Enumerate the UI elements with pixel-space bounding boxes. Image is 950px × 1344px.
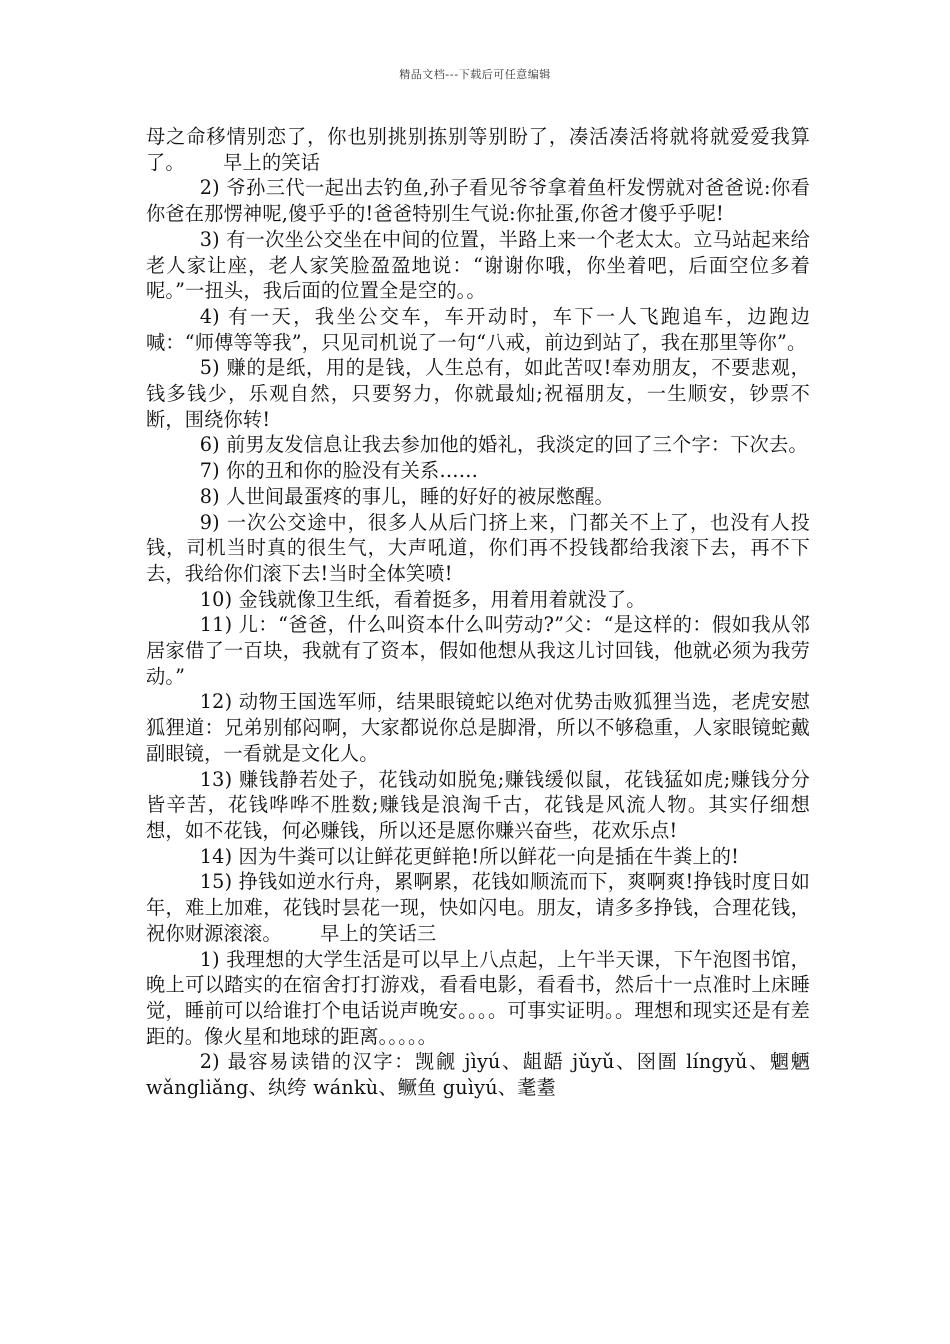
paragraph-15: 1) 我理想的大学生活是可以早上八点起，上午半天课，下午泡图书馆，晚上可以踏实的在宿舍打打游戏，看看电影，看看书，然后十一点准时上床睡觉，睡前可以给谁打个电话说声晚安。。。。可事实证明。。理想和现实还是有差距的。像火星和地球的距离。。。。。 [146, 947, 810, 1048]
paragraph-6: 7) 你的丑和你的脸没有关系…… [199, 459, 479, 483]
page-header: 精品文档---下载后可任意编辑 [399, 68, 551, 81]
paragraph-5: 6) 前男友发信息让我去参加他的婚礼，我淡定的回了三个字：下次去。 [199, 433, 808, 457]
paragraph-10: 11) 儿：“爸爸，什么叫资本什么叫劳动?”父：“是这样的：假如我从邻居家借了一百块，我就有了资本，假如他想从我这儿讨回钱，他就必须为我劳动。” [146, 613, 810, 688]
paragraph-7: 8) 人世间最蛋疼的事儿，睡的好好的被尿憋醒。 [199, 484, 614, 508]
paragraph-8: 9) 一次公交途中，很多人从后门挤上来，门都关不上了，也没有人投钱，司机当时真的很生气，大声吼道，你们再不投钱都给我滚下去，再不下去，我给你们滚下去!当时全体笑喷! [146, 510, 810, 585]
paragraph-12: 13) 赚钱静若处子，花钱动如脱兔;赚钱缓似鼠，花钱猛如虎;赚钱分分皆辛苦，花钱哗哗不胜数;赚钱是浪淘千古，花钱是风流人物。其实仔细想想，如不花钱，何必赚钱，所以还是愿你赚兴奋些，花欢乐点! [146, 767, 810, 842]
section-heading: 早上的笑话三 [320, 921, 437, 945]
document-body [146, 124, 810, 1101]
paragraph-11: 12) 动物王国选军师，结果眼镜蛇以绝对优势击败狐狸当选，老虎安慰狐狸道：兄弟别郁闷啊，大家都说你总是脚滑，所以不够稳重，人家眼镜蛇戴副眼镜，一看就是文化人。 [146, 690, 810, 765]
paragraph-14 [146, 869, 810, 946]
paragraph-0 [146, 124, 810, 175]
paragraph-9: 10) 金钱就像卫生纸，看着挺多，用着用着就没了。 [199, 587, 646, 611]
paragraph-13: 14) 因为牛粪可以让鲜花更鲜艳!所以鲜花一向是插在牛粪上的! [199, 844, 740, 868]
paragraph-4: 5) 赚的是纸，用的是钱，人生总有，如此苦叹!奉劝朋友，不要悲观，钱多钱少，乐观自然，只要努力，你就最灿;祝福朋友，一生顺安，钞票不断，围绕你转! [146, 356, 810, 431]
section-heading: 早上的笑话 [223, 150, 321, 174]
paragraph-text: 15) 挣钱如逆水行舟，累啊累，花钱如顺流而下，爽啊爽!挣钱时度日如年，难上加难，花钱时昙花一现，快如闪电。朋友，请多多挣钱，合理花钱，祝你财源滚滚。 [146, 870, 810, 945]
paragraph-16: 2) 最容易读错的汉字：觊觎 jìyú、龃龉 jǔyǔ、囹圄 língyǔ、魍魉 wǎngliǎng、纨绔 wánkù、鳜鱼 guìyú、耄耋 [146, 1050, 810, 1100]
paragraph-text: 母之命移情别恋了，你也别挑别拣别等别盼了，凑活凑活将就将就爱爱我算了。 [146, 125, 810, 174]
paragraph-1: 2) 爷孙三代一起出去钓鱼,孙子看见爷爷拿着鱼杆发愣就对爸爸说:你看你爸在那愣神呢,傻乎乎的!爸爸特别生气说:你扯蛋,你爸才傻乎乎呢! [146, 176, 810, 226]
paragraph-3: 4) 有一天，我坐公交车，车开动时，车下一人飞跑追车，边跑边喊：“师傅等等我”，只见司机说了一句“八戒，前边到站了，我在那里等你”。 [146, 304, 810, 354]
paragraph-2: 3) 有一次坐公交坐在中间的位置，半路上来一个老太太。立马站起来给老人家让座，老人家笑脸盈盈地说：“谢谢你哦，你坐着吧，后面空位多着呢。”一扭头，我后面的位置全是空的。。 [146, 227, 810, 303]
